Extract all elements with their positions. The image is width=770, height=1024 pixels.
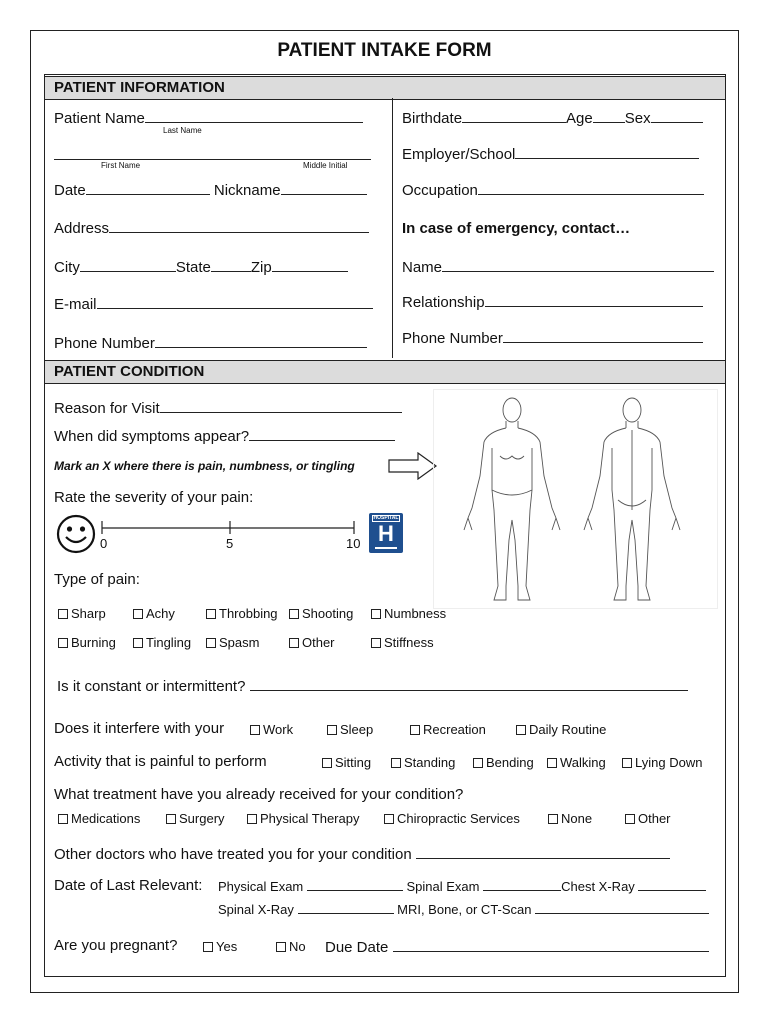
due-date-row [325, 937, 709, 956]
type-of-pain-label: Type of pain: [54, 571, 140, 588]
emergency-heading: In case of emergency, contact… [402, 220, 631, 237]
employer-field[interactable] [515, 144, 699, 159]
treatment-label: What treatment have you already received for your condition? [54, 786, 464, 803]
exam-row-2 [218, 902, 709, 917]
spinal-xray-label: Spinal X-Ray [218, 902, 294, 917]
checkbox[interactable] [206, 638, 216, 648]
checkbox[interactable] [133, 638, 143, 648]
email-field[interactable] [97, 294, 373, 309]
birthdate-field[interactable] [462, 108, 566, 123]
patient-name-label: Patient Name [54, 110, 145, 127]
mark-instruction: Mark an X where there is pain, numbness, or tingling [54, 459, 355, 473]
age-label: Age [566, 110, 593, 127]
age-field[interactable] [593, 108, 625, 123]
physical-exam-label: Physical Exam [218, 879, 304, 894]
rate-label: Rate the severity of your pain: [54, 489, 254, 506]
city-field[interactable] [80, 257, 176, 272]
relationship-label: Relationship [402, 294, 485, 311]
checkbox[interactable] [58, 609, 68, 619]
checkbox[interactable] [58, 638, 68, 648]
occupation-label: Occupation [402, 182, 478, 199]
pain-burning-option[interactable]: Burning [58, 635, 116, 650]
scale-label-10: 10 [346, 536, 361, 551]
treatment-medications-option[interactable]: Medications [58, 811, 140, 826]
interfere-recreation-option[interactable]: Recreation [410, 722, 486, 737]
interfere-daily-routine-option[interactable]: Daily Routine [516, 722, 606, 737]
emergency-phone-row [402, 328, 703, 347]
checkbox[interactable] [166, 814, 176, 824]
state-label: State [175, 259, 211, 276]
birthdate-label: Birthdate [402, 110, 463, 127]
checkbox[interactable] [322, 758, 332, 768]
mri-field[interactable] [535, 902, 709, 914]
date-field[interactable] [86, 180, 210, 195]
phone-field[interactable] [155, 333, 367, 348]
address-row [54, 218, 369, 237]
spinal-xray-field[interactable] [298, 902, 394, 914]
treatment-none-option[interactable]: None [548, 811, 592, 826]
birthdate-row [402, 108, 703, 127]
checkbox[interactable] [410, 725, 420, 735]
symptoms-field[interactable] [249, 426, 395, 441]
symptoms-label: When did symptoms appear? [54, 428, 250, 445]
checkbox[interactable] [516, 725, 526, 735]
patient-information-header: PATIENT INFORMATION [44, 76, 726, 100]
address-label: Address [54, 220, 110, 237]
constant-field[interactable] [250, 676, 688, 691]
nickname-field[interactable] [281, 180, 367, 195]
patient-name-row [54, 108, 363, 127]
hospital-letter: H [378, 521, 394, 546]
pain-achy-option[interactable]: Achy [133, 606, 175, 621]
checkbox[interactable] [203, 942, 213, 952]
arrow-right-icon [388, 452, 438, 480]
scale-label-0: 0 [100, 536, 108, 551]
treatment-physical-therapy-option[interactable]: Physical Therapy [247, 811, 359, 826]
checkbox[interactable] [206, 609, 216, 619]
symptoms-row [54, 426, 395, 445]
state-field[interactable] [211, 257, 251, 272]
email-row [54, 294, 373, 313]
mri-label: MRI, Bone, or CT-Scan [397, 902, 532, 917]
other-doctors-label: Other doctors who have treated you for your condition [54, 846, 412, 863]
constant-row [57, 676, 688, 695]
column-divider [392, 98, 393, 358]
checkbox[interactable] [371, 638, 381, 648]
checkbox[interactable] [133, 609, 143, 619]
hospital-label: HOSPITAL [373, 515, 399, 521]
activity-lying-down-option[interactable]: Lying Down [622, 755, 702, 770]
reason-label: Reason for Visit [54, 400, 160, 417]
emergency-name-row [402, 257, 714, 276]
checkbox[interactable] [276, 942, 286, 952]
other-doctors-row [54, 844, 670, 863]
pain-throbbing-option[interactable]: Throbbing [206, 606, 278, 621]
pain-stiffness-option[interactable]: Stiffness [371, 635, 434, 650]
last-relevant-label: Date of Last Relevant: [54, 877, 203, 894]
pregnant-yes-option[interactable]: Yes [203, 939, 237, 954]
smiley-face-icon [56, 514, 96, 554]
checkbox[interactable] [58, 814, 68, 824]
hospital-sign-icon [369, 513, 403, 553]
employer-label: Employer/School [402, 146, 516, 163]
checkbox[interactable] [391, 758, 401, 768]
address-field[interactable] [109, 218, 369, 233]
treatment-chiropractic-option[interactable]: Chiropractic Services [384, 811, 520, 826]
emergency-name-field[interactable] [442, 257, 714, 272]
checkbox[interactable] [547, 758, 557, 768]
city-label: City [54, 259, 80, 276]
emergency-phone-label: Phone Number [402, 330, 503, 347]
patient-condition-header: PATIENT CONDITION [44, 360, 726, 384]
sex-field[interactable] [651, 108, 703, 123]
spinal-exam-field[interactable] [483, 879, 561, 891]
pain-spasm-option[interactable]: Spasm [206, 635, 259, 650]
pain-numbness-option[interactable]: Numbness [371, 606, 446, 621]
activity-label: Activity that is painful to perform [54, 753, 267, 770]
pain-tingling-option[interactable]: Tingling [133, 635, 191, 650]
checkbox[interactable] [327, 725, 337, 735]
reason-field[interactable] [160, 398, 402, 413]
first-name-caption: First Name [101, 161, 141, 170]
chest-xray-label: Chest X-Ray [561, 879, 635, 894]
date-row [54, 180, 367, 199]
occupation-row [402, 180, 704, 199]
last-name-caption: Last Name [163, 126, 202, 135]
zip-field[interactable] [272, 257, 348, 272]
due-date-label: Due Date [325, 939, 389, 956]
body-outline-icon [434, 390, 717, 608]
activity-standing-option[interactable]: Standing [391, 755, 455, 770]
activity-bending-option[interactable]: Bending [473, 755, 534, 770]
interfere-sleep-option[interactable]: Sleep [327, 722, 373, 737]
pain-other-option[interactable]: Other [289, 635, 335, 650]
first-name-field[interactable] [54, 145, 371, 160]
pain-sharp-option[interactable]: Sharp [58, 606, 106, 621]
patient-name-field[interactable] [145, 108, 363, 123]
reason-row [54, 398, 402, 417]
body-diagram[interactable] [433, 389, 718, 609]
scale-label-5: 5 [226, 536, 234, 551]
exam-row-1 [218, 879, 706, 894]
other-doctors-field[interactable] [416, 844, 670, 859]
zip-label: Zip [250, 259, 272, 276]
form-title: PATIENT INTAKE FORM [277, 40, 492, 61]
chest-xray-field[interactable] [638, 879, 706, 891]
due-date-field[interactable] [393, 937, 709, 952]
activity-walking-option[interactable]: Walking [547, 755, 606, 770]
checkbox[interactable] [289, 609, 299, 619]
sex-label: Sex [624, 110, 651, 127]
constant-label: Is it constant or intermittent? [57, 678, 246, 695]
activity-sitting-option[interactable]: Sitting [322, 755, 371, 770]
pain-scale-line[interactable] [100, 520, 362, 534]
emergency-name-label: Name [402, 259, 443, 276]
checkbox[interactable] [289, 638, 299, 648]
phone-row [54, 333, 367, 352]
date-label: Date [54, 182, 86, 199]
phone-label: Phone Number [54, 335, 155, 352]
checkbox[interactable] [622, 758, 632, 768]
checkbox[interactable] [250, 725, 260, 735]
pregnant-label: Are you pregnant? [54, 937, 178, 954]
checkbox[interactable] [371, 609, 381, 619]
checkbox[interactable] [247, 814, 257, 824]
treatment-other-option[interactable]: Other [625, 811, 671, 826]
spinal-exam-label: Spinal Exam [406, 879, 480, 894]
checkbox[interactable] [473, 758, 483, 768]
physical-exam-field[interactable] [307, 879, 403, 891]
city-row [54, 257, 348, 276]
treatment-surgery-option[interactable]: Surgery [166, 811, 225, 826]
occupation-field[interactable] [478, 180, 704, 195]
relationship-field[interactable] [485, 292, 703, 307]
emergency-phone-field[interactable] [503, 328, 703, 343]
interfere-work-option[interactable]: Work [250, 722, 293, 737]
email-label: E-mail [54, 296, 97, 313]
middle-initial-caption: Middle Initial [303, 161, 348, 170]
employer-row [402, 144, 699, 163]
checkbox[interactable] [625, 814, 635, 824]
relationship-row [402, 292, 703, 311]
pregnant-no-option[interactable]: No [276, 939, 306, 954]
interfere-label: Does it interfere with your [54, 720, 225, 737]
checkbox[interactable] [548, 814, 558, 824]
nickname-label: Nickname [213, 182, 281, 199]
checkbox[interactable] [384, 814, 394, 824]
pain-shooting-option[interactable]: Shooting [289, 606, 353, 621]
